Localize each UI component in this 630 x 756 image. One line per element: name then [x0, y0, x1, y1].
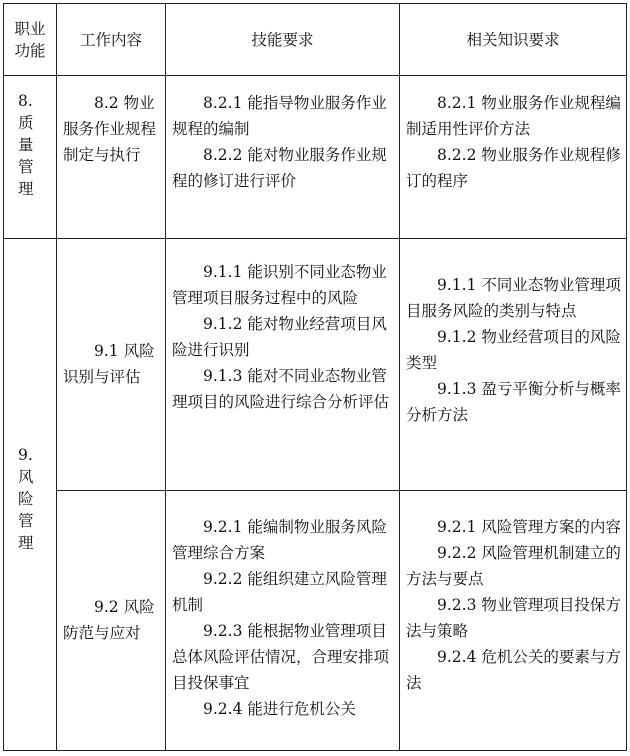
section-divider [4, 238, 626, 239]
knowledge-item: 9.2.4 危机公关的要素与方法 [406, 648, 621, 692]
knowledge-item: 9.1.2 物业经营项目的风险类型 [406, 328, 621, 372]
skill-item: 9.2.1 能编制物业服务风险管理综合方案 [172, 518, 387, 562]
knowledge-item: 8.2.1 物业服务作业规程编制适用性评价方法 [406, 94, 621, 138]
header-skills: 技能要求 [251, 30, 314, 49]
col-divider-3 [399, 4, 400, 750]
function-quality-management: 8. 质 量 管 理 [18, 92, 34, 198]
knowledge-item: 9.2.1 风险管理方案的内容 [437, 518, 621, 536]
skill-item: 8.2.2 能对物业服务作业规程的修订进行评价 [172, 146, 387, 190]
skills-9-1 [172, 259, 398, 485]
skills-8 [172, 90, 398, 230]
competency-table [3, 3, 627, 751]
knowledge-8 [406, 90, 624, 230]
skill-item: 9.1.2 能对物业经营项目风险进行识别 [172, 315, 387, 359]
header-divider [4, 75, 626, 76]
subrow-divider [56, 490, 626, 491]
knowledge-item: 9.1.3 盈亏平衡分析与概率分析方法 [406, 380, 621, 424]
header-work: 工作内容 [79, 30, 142, 49]
skill-item: 8.2.1 能指导物业服务作业规程的编制 [172, 94, 387, 138]
knowledge-9-1 [406, 272, 624, 472]
skills-9-2 [172, 514, 398, 744]
knowledge-item: 9.1.1 不同业态物业管理项目服务风险的类别与特点 [406, 276, 621, 320]
knowledge-9-2 [406, 514, 624, 744]
col-divider-2 [165, 4, 166, 750]
knowledge-item: 9.2.3 物业管理项目投保方法与策略 [406, 596, 621, 640]
skill-item: 9.1.3 能对不同业态物业管理项目的风险进行综合分析评估 [172, 367, 390, 411]
header-knowledge: 相关知识要求 [466, 30, 560, 49]
skill-item: 9.2.4 能进行危机公关 [203, 700, 356, 718]
work-content-9-2: 9.2 风险防范与应对 [63, 598, 155, 642]
skill-item: 9.2.3 能根据物业管理项目总体风险评估情况，合理安排项目投保事宜 [172, 622, 390, 692]
work-content-9-1: 9.1 风险识别与评估 [63, 342, 155, 386]
skill-item: 9.1.1 能识别不同业态物业管理项目服务过程中的风险 [172, 263, 387, 307]
work-content-8-2: 8.2 物业服务作业规程制定与执行 [63, 94, 157, 164]
header-function: 职业 功能 [14, 19, 46, 60]
skill-item: 9.2.2 能组织建立风险管理机制 [172, 570, 387, 614]
function-risk-management: 9. 风 险 管 理 [18, 446, 34, 552]
knowledge-item: 9.2.2 风险管理机制建立的方法与要点 [406, 544, 621, 588]
knowledge-item: 8.2.2 物业服务作业规程修订的程序 [406, 146, 621, 190]
col-divider-1 [56, 4, 57, 750]
